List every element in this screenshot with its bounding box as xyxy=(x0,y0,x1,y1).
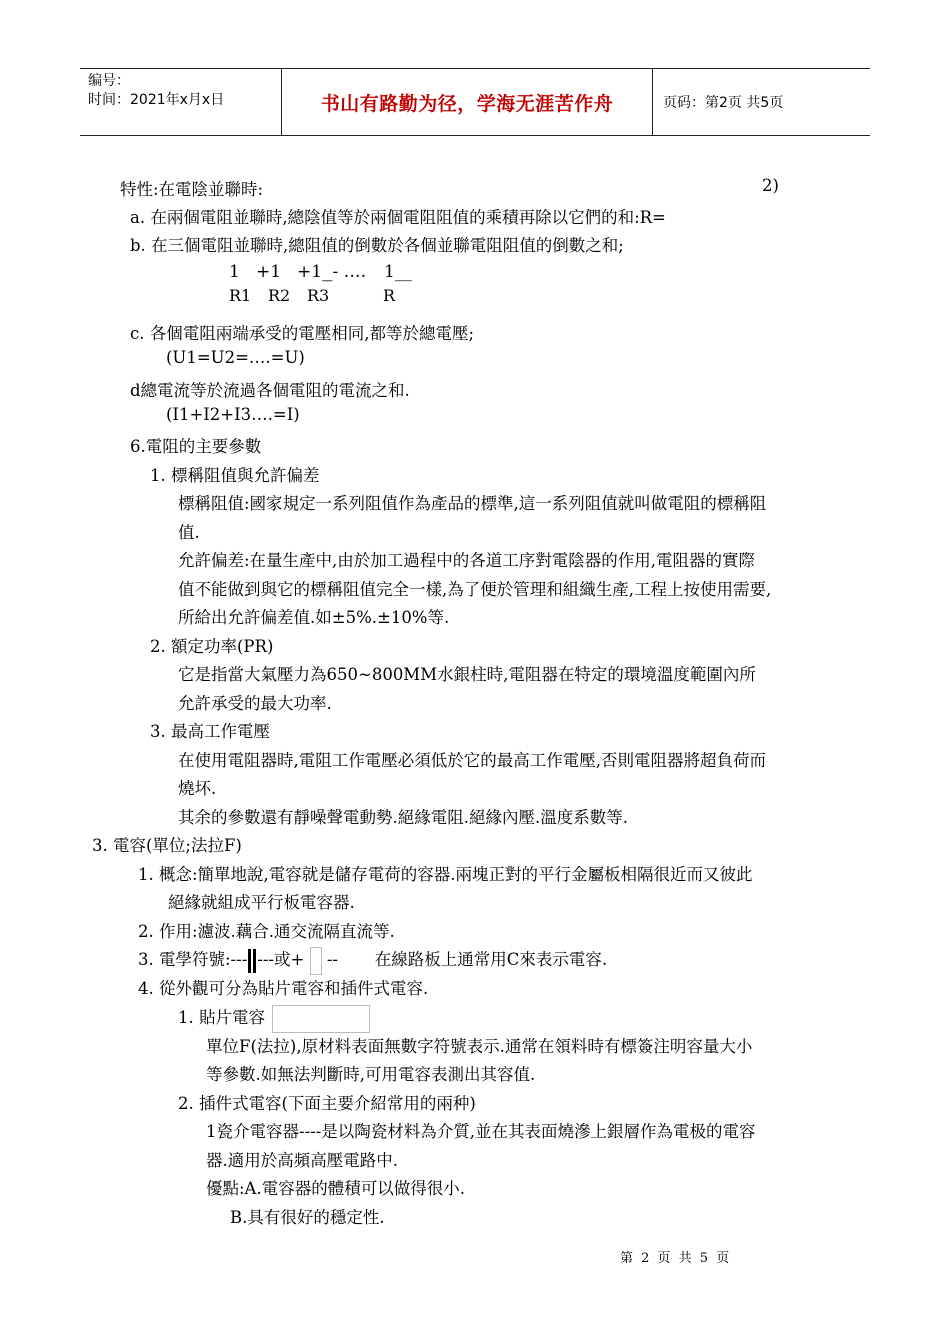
text-line: 2) xyxy=(762,176,779,195)
formula-term: +1 xyxy=(256,262,282,282)
text-line: 特性:在電陰並聯時: xyxy=(120,180,264,199)
header-meta xyxy=(80,69,282,135)
date-label: 时间：2021年x月x日 xyxy=(88,92,225,108)
text-line: 2. 額定功率(PR) xyxy=(150,637,274,656)
text-line: 在使用電阻器時,電阻工作電壓必須低於它的最高工作電壓,否則電阻器將超負荷而 xyxy=(178,751,766,770)
text-line: 4. 從外觀可分為貼片電容和插件式電容. xyxy=(138,979,429,998)
document-header xyxy=(80,68,870,136)
section-heading: 6.電阻的主要參數 xyxy=(130,437,262,456)
text-segment: 1. 貼片電容 xyxy=(178,1008,265,1027)
section-heading: 3. 電容(單位;法拉F) xyxy=(92,836,242,855)
text-line: 1. 標稱阻值與允許偏差 xyxy=(150,466,320,485)
header-motto-cell xyxy=(282,69,653,135)
text-segment: 在線路板上通常用C來表示電容. xyxy=(374,950,608,969)
text-line: 等參數.如無法判斷時,可用電容表測出其容值. xyxy=(206,1065,536,1084)
text-line: 允許承受的最大功率. xyxy=(178,694,332,713)
polarized-capacitor-symbol xyxy=(310,947,322,975)
text-line: 值不能做到與它的標稱阻值完全一樣,為了便於管理和組織生產,工程上按使用需要, xyxy=(178,580,772,599)
text-line: 值. xyxy=(178,523,200,542)
text-segment: ---或+ xyxy=(257,950,305,969)
smd-capacitor-image xyxy=(272,1005,370,1033)
text-line: 燒坏. xyxy=(178,779,217,798)
text-line: 允許偏差:在量生產中,由於加工過程中的各道工序對電陰器的作用,電阻器的實際 xyxy=(178,551,756,570)
text-line: 3. 最高工作電壓 xyxy=(150,722,270,741)
formula-term: 1 xyxy=(229,262,240,282)
formula-term: 1__ xyxy=(384,262,412,282)
page-footer: 第 2 页 共 5 页 xyxy=(620,1251,732,1266)
capacitor-plate-icon xyxy=(248,949,251,973)
number-label: 编号： xyxy=(88,73,130,89)
text-line: b. 在三個電阻並聯時,總阻值的倒數於各個並聯電阻阻值的倒數之和; xyxy=(130,236,624,255)
text-line: (U1=U2=….=U) xyxy=(166,348,305,367)
formula-denominator: R xyxy=(383,286,396,305)
text-segment: 3. 電學符號:--- xyxy=(138,950,248,969)
text-line: 器.適用於高頻高壓電路中. xyxy=(206,1151,398,1170)
text-line: 它是指當大氣壓力為650~800MM水銀柱時,電阻器在特定的環境溫度範圍內所 xyxy=(178,665,756,684)
text-line: B.具有很好的穩定性. xyxy=(230,1208,385,1227)
text-line: 絕緣就組成平行板電容器. xyxy=(168,893,355,912)
text-line: 標稱阻值:國家規定一系列阻值作為產品的標準,這一系列阻值就叫做電阻的標稱阻 xyxy=(178,494,767,513)
text-line: d總電流等於流過各個電阻的電流之和. xyxy=(130,381,410,400)
text-line: 單位F(法拉),原材料表面無數字符號表示.通常在領料時有標簽注明容量大小 xyxy=(206,1037,753,1056)
smd-capacitor-line xyxy=(178,1004,370,1033)
capacitor-plate-icon xyxy=(253,949,256,973)
text-line: a. 在兩個電阻並聯時,總陰值等於兩個電阻阻值的乘積再除以它們的和:R= xyxy=(130,208,666,227)
text-line: 所給出允許偏差值.如±5%.±10%等. xyxy=(178,608,450,627)
formula-denominator: R1 xyxy=(229,286,252,305)
formula-term: _- …. xyxy=(324,262,367,282)
text-segment: -- xyxy=(326,950,338,969)
text-line: 優點:A.電容器的體積可以做得很小. xyxy=(206,1179,465,1198)
formula-term: +1_ xyxy=(297,262,331,282)
text-line: 1瓷介電容器----是以陶瓷材料為介質,並在其表面燒滲上銀層作為電极的電容 xyxy=(206,1122,756,1141)
symbol-line xyxy=(138,946,607,975)
text-line: 其余的參數還有靜噪聲電動勢.絕緣電阻.絕緣內壓.溫度系數等. xyxy=(178,808,628,827)
text-line: 2. 插件式電容(下面主要介紹常用的兩种) xyxy=(178,1094,476,1113)
motto: 书山有路勤为径，学海无涯苦作舟 xyxy=(320,92,614,115)
page-info: 页码：第2页 共5页 xyxy=(663,95,784,111)
text-line: 1. 概念:簡單地說,電容就是儲存電荷的容器.兩塊正對的平行金屬板相隔很近而又彼此 xyxy=(138,865,753,884)
formula-denominator: R2 xyxy=(268,286,291,305)
formula-denominator: R3 xyxy=(307,286,330,305)
text-line: (I1+I2+I3….=I) xyxy=(166,405,300,424)
header-page-cell xyxy=(653,69,870,135)
text-line: 2. 作用:濾波.藕合.通交流隔直流等. xyxy=(138,922,395,941)
text-line: c. 各個電阻兩端承受的電壓相同,都等於總電壓; xyxy=(130,324,475,343)
